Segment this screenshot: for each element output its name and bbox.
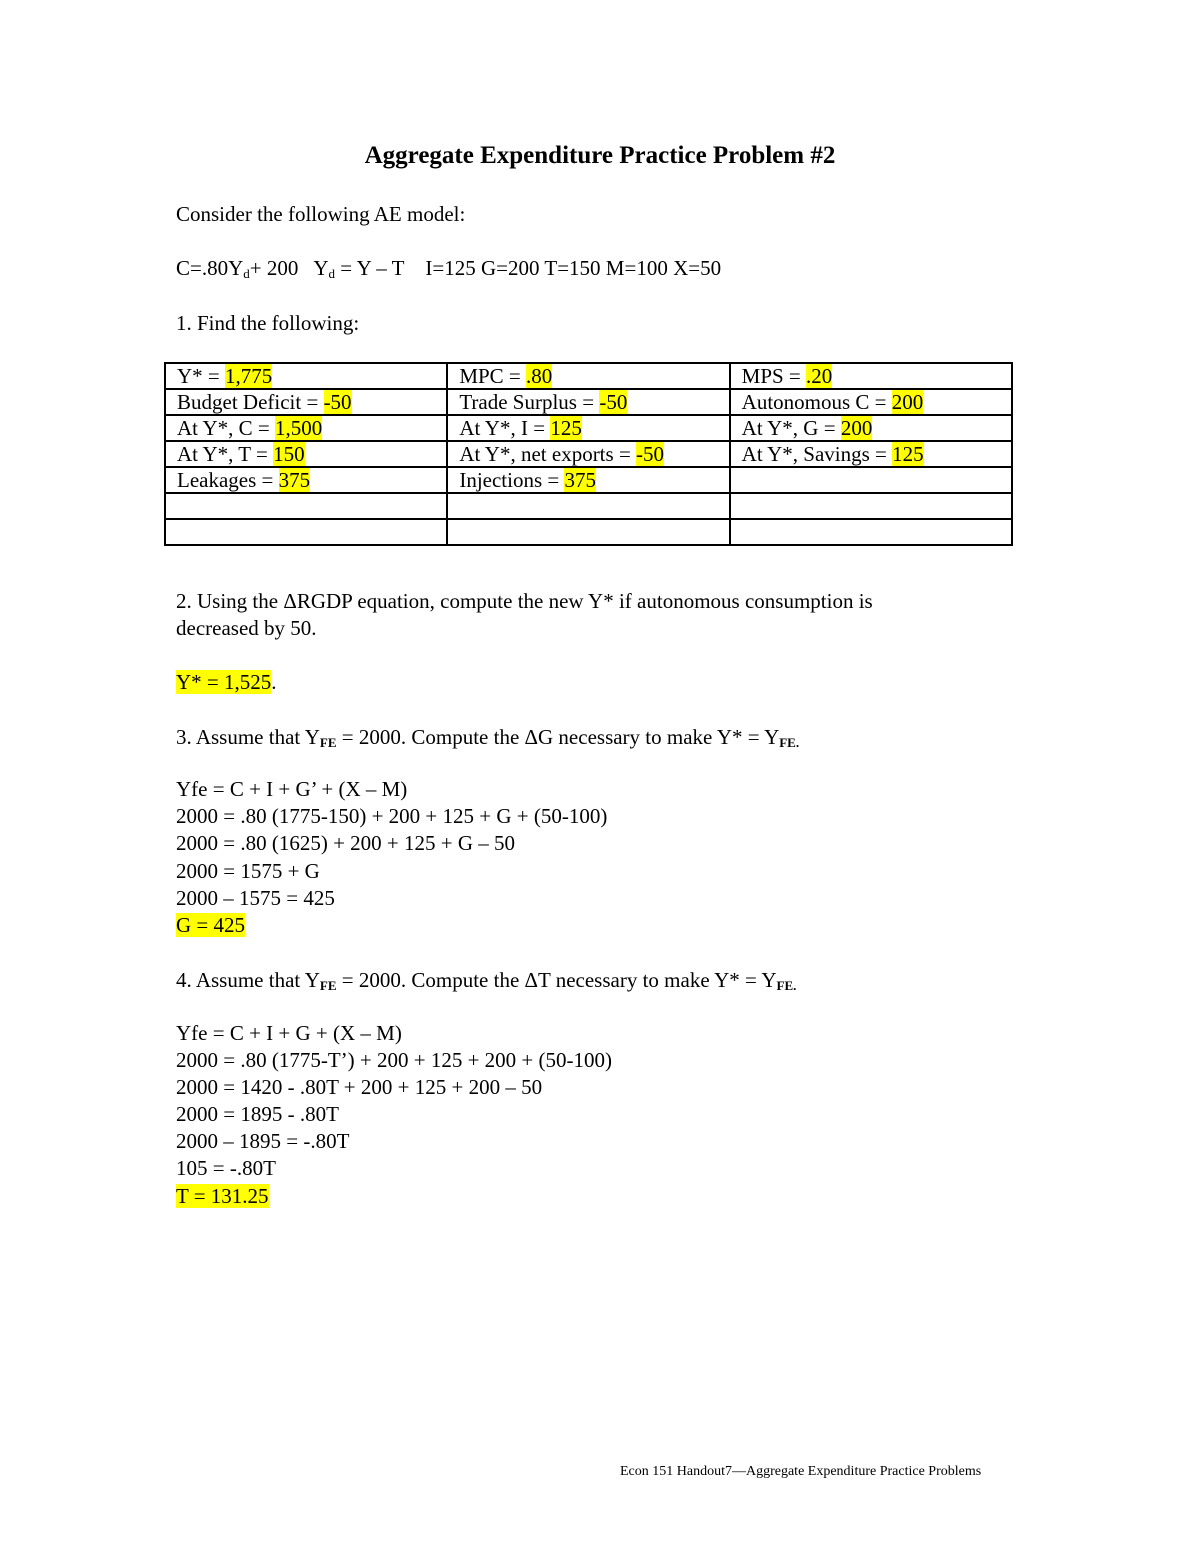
- q3-step: 2000 = .80 (1775-150) + 200 + 125 + G + (50-100): [176, 804, 608, 828]
- table-cell: [447, 389, 729, 415]
- question-3: 3. Assume that $Y_{FE} = 2000$. Compute the ΔG necessary to make $Y* = Y_{FE.}$: [176, 725, 800, 750]
- table-cell: [730, 467, 1012, 493]
- table-cell: [447, 519, 729, 545]
- cell-label: MPC =: [459, 364, 527, 388]
- question-2-answer: Y* = 1,525.: [176, 670, 277, 694]
- table-cell: [730, 363, 1012, 389]
- question-2-line-1: 2. Using the ΔRGDP equation, compute the new Y* if autonomous consumption is: [176, 589, 873, 613]
- cell-label: At Y*, C =: [177, 416, 275, 440]
- table-row: [165, 493, 1012, 519]
- q3-answer: G = 425: [176, 913, 246, 937]
- q4-step: 2000 = .80 (1775-T’) + 200 + 125 + 200 + (50-100): [176, 1048, 612, 1072]
- q3-step: 2000 = 1575 + G: [176, 859, 320, 883]
- table-row: [165, 415, 1012, 441]
- table-cell: [730, 415, 1012, 441]
- q3-step: 2000 – 1575 = 425: [176, 886, 335, 910]
- cell-value: -50: [636, 442, 665, 466]
- table-cell: [165, 493, 447, 519]
- model-equation: [176, 256, 721, 281]
- table-cell: [447, 493, 729, 519]
- cell-label: At Y*, G =: [741, 416, 841, 440]
- table-cell: [730, 389, 1012, 415]
- table-row: [165, 389, 1012, 415]
- table-cell: [165, 389, 447, 415]
- cell-value: 375: [278, 468, 311, 492]
- cell-label: At Y*, T =: [177, 442, 274, 466]
- cell-label: MPS =: [741, 364, 807, 388]
- cell-value: 125: [550, 416, 582, 440]
- intro-text: Consider the following AE model:: [176, 202, 466, 226]
- table-cell: [447, 441, 729, 467]
- cell-label: Leakages =: [177, 468, 279, 492]
- cell-label: Y* =: [177, 364, 226, 388]
- q3-step: 2000 = .80 (1625) + 200 + 125 + G – 50: [176, 831, 516, 855]
- q4-step: 2000 – 1895 = -.80T: [176, 1129, 350, 1153]
- table-cell: [730, 519, 1012, 545]
- table-cell: [165, 363, 447, 389]
- cell-value: 1,775: [225, 364, 273, 388]
- q4-step: Yfe = C + I + G + (X – M): [176, 1021, 402, 1045]
- cell-label: Budget Deficit =: [177, 390, 324, 414]
- question-4: 4. Assume that $Y_{FE} = 2000$. Compute the ΔT necessary to make $Y* = Y_{FE.}$: [176, 968, 797, 993]
- table-cell: [165, 467, 447, 493]
- cell-value: .20: [806, 364, 833, 388]
- table-cell: [165, 441, 447, 467]
- cell-label: At Y*, Savings =: [741, 442, 893, 466]
- cell-value: -50: [599, 390, 628, 414]
- cell-value: 200: [840, 416, 873, 440]
- table-row: [165, 519, 1012, 545]
- table-cell: [165, 415, 447, 441]
- table-cell: [447, 363, 729, 389]
- cell-value: -50: [323, 390, 352, 414]
- cell-value: 150: [273, 442, 305, 466]
- cell-label: Trade Surplus =: [459, 390, 600, 414]
- table-row: [165, 441, 1012, 467]
- q3-step: Yfe = C + I + G’ + (X – M): [176, 777, 408, 801]
- model-parameters: I=125 G=200 T=150 M=100 X=50: [425, 256, 722, 280]
- q4-step: 2000 = 1420 - .80T + 200 + 125 + 200 – 50: [176, 1075, 543, 1099]
- disposable-income-eq: $Y_d = Y - T$: [313, 256, 405, 281]
- cell-value: 1,500: [275, 416, 323, 440]
- cell-label: At Y*, net exports =: [459, 442, 637, 466]
- cell-value: .80: [526, 364, 553, 388]
- page-footer: Econ 151 Handout7—Aggregate Expenditure Practice Problems: [620, 1464, 982, 1479]
- table-cell: [447, 415, 729, 441]
- table-cell: [730, 493, 1012, 519]
- table-row: [165, 467, 1012, 493]
- q4-answer: T = 131.25: [176, 1184, 269, 1208]
- q4-step: 105 = -.80T: [176, 1156, 276, 1180]
- table-cell: [447, 467, 729, 493]
- table-cell: [730, 441, 1012, 467]
- cell-value: 375: [564, 468, 596, 492]
- q4-step: 2000 = 1895 - .80T: [176, 1102, 339, 1126]
- question-1: 1. Find the following:: [176, 311, 360, 335]
- cell-label: At Y*, I =: [459, 416, 551, 440]
- cell-label: Injections =: [459, 468, 565, 492]
- cell-value: 125: [892, 442, 924, 466]
- answers-table: [164, 362, 1013, 546]
- question-2-line-2: decreased by 50.: [176, 616, 317, 640]
- table-cell: [165, 519, 447, 545]
- cell-label: Autonomous C =: [741, 390, 892, 414]
- table-row: [165, 363, 1012, 389]
- page-title: Aggregate Expenditure Practice Problem #2: [364, 142, 836, 169]
- consumption-eq: $C=.80Y_d+ 200$: [176, 256, 299, 281]
- cell-value: 200: [891, 390, 924, 414]
